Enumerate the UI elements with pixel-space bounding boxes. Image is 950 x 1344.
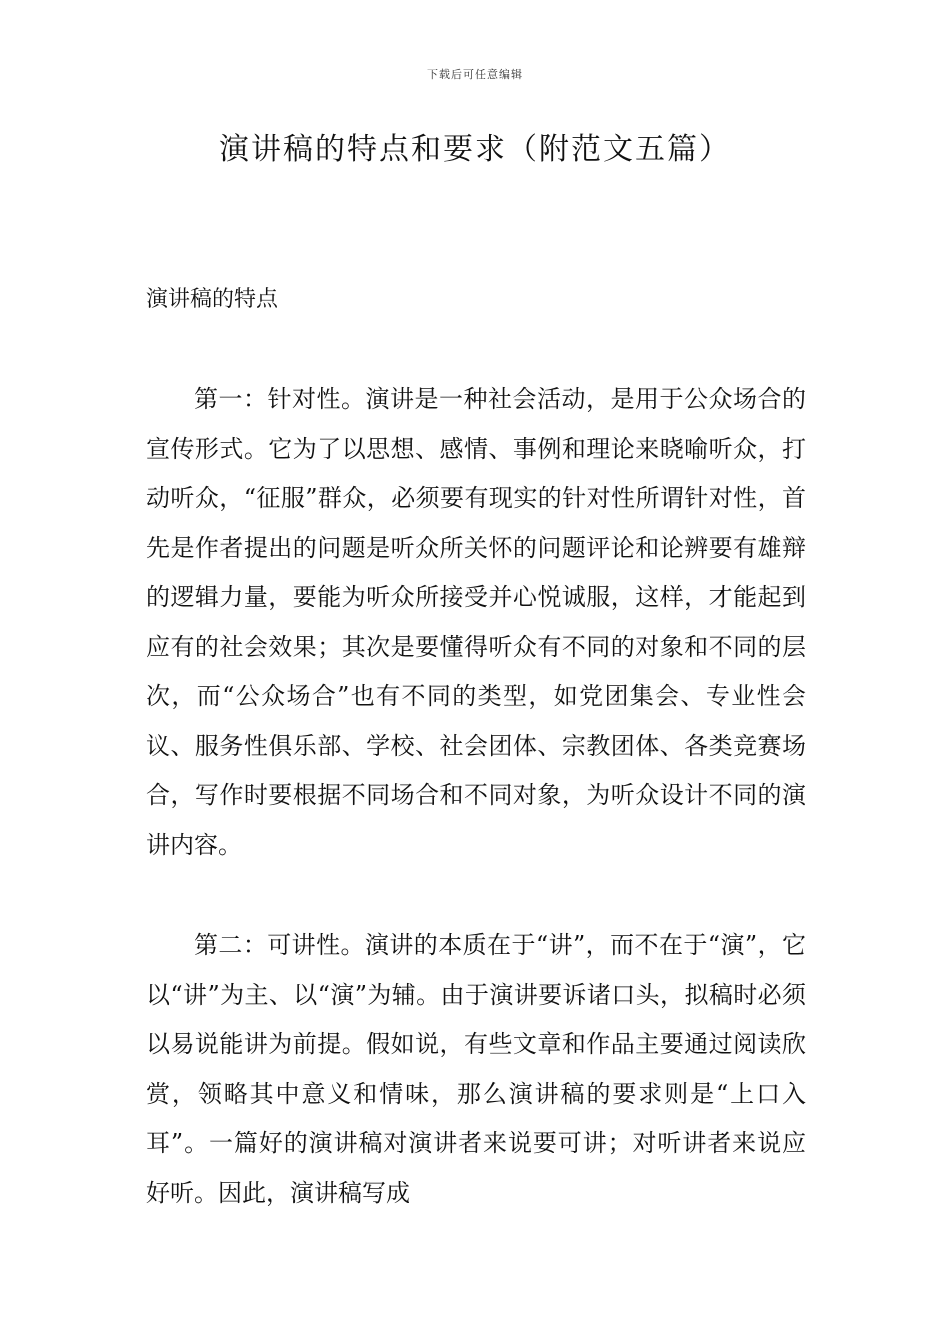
paragraph-speakability: 第二：可讲性。演讲的本质在于“讲”，而不在于“演”，它以“讲”为主、以“演”为辅。由于演讲要诉诸口头，拟稿时必须以易说能讲为前提。假如说，有些文章和作品主要通过阅读欣赏，领略其中意义和情味，那么演讲稿的要求则是“上口入耳”。一篇好的演讲稿对演讲者来说要可讲；对听讲者来说应好听。因此，演讲稿写成 bbox=[146, 931, 806, 1207]
header-note: 下载后可任意编辑 bbox=[427, 68, 523, 81]
section-heading: 演讲稿的特点 bbox=[146, 287, 279, 312]
paragraph-targeting: 第一：针对性。演讲是一种社会活动，是用于公众场合的宣传形式。它为了以思想、感情、事例和理论来晓喻听众，打动听众，“征服”群众，必须要有现实的针对性所谓针对性，首先是作者提出的问题是听众所关怀的问题评论和论辨要有雄辩的逻辑力量，要能为听众所接受并心悦诚服，这样，才能起到应有的社会效果；其次是要懂得听众有不同的对象和不同的层次，而“公众场合”也有不同的类型，如党团集会、专业性会议、服务性俱乐部、学校、社会团体、宗教团体、各类竞赛场合，写作时要根据不同场合和不同对象，为听众设计不同的演讲内容。 bbox=[146, 385, 806, 859]
document-title: 演讲稿的特点和要求（附范文五篇） bbox=[219, 132, 731, 167]
